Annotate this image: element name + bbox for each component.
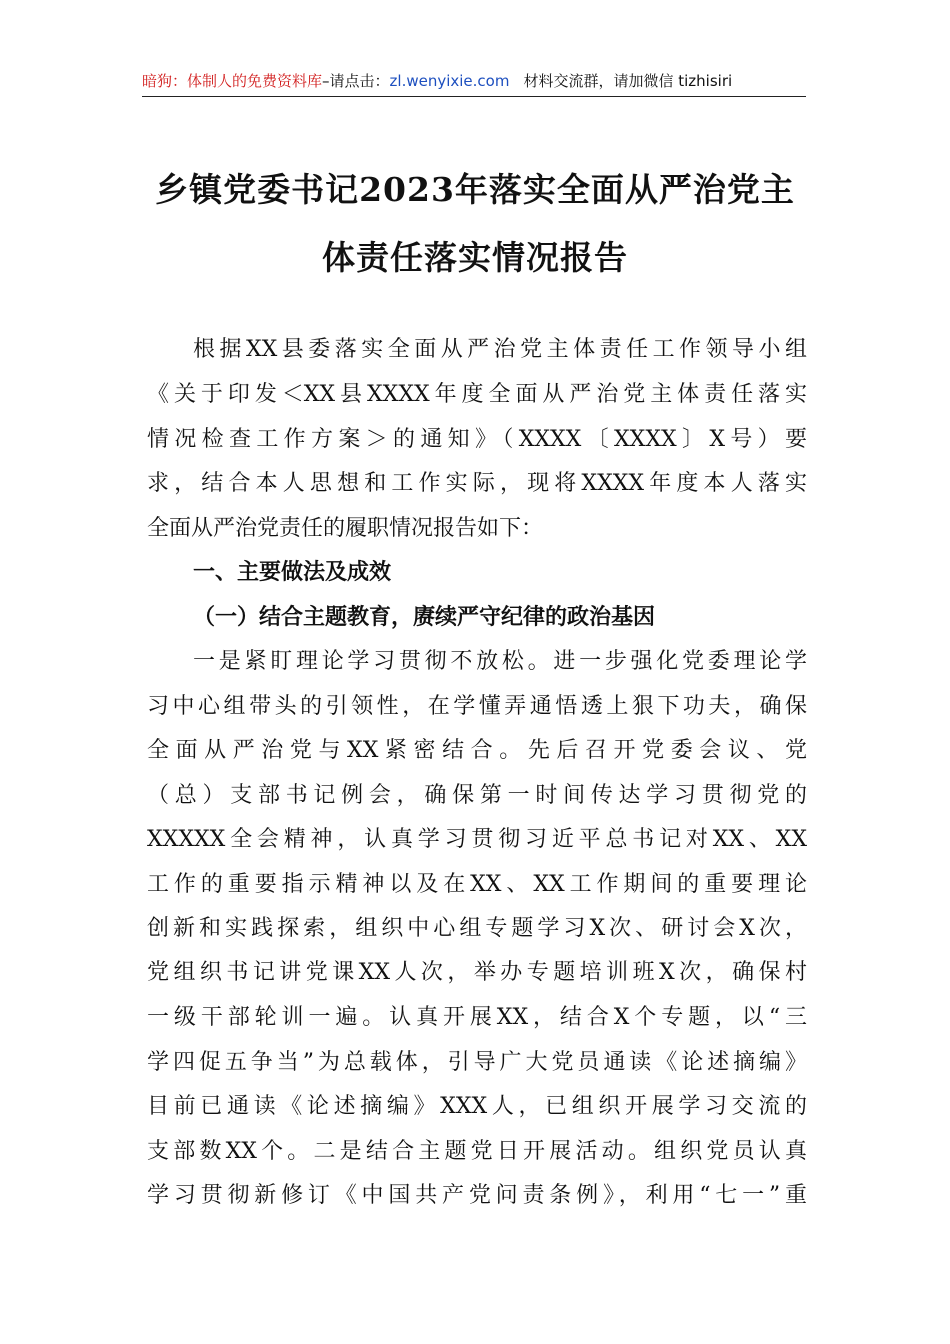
intro-line: 全面从严治党责任的履职情况报告如下： (147, 516, 544, 541)
intro-line: 根据XX县委落实全面从严治党主体责任工作领导小组 (193, 337, 807, 362)
watermark-header (142, 68, 806, 97)
header-site-name: 暗狗：体制人的免费资料库 (142, 72, 323, 90)
body-line: 一是紧盯理论学习贯彻不放松。进一步强化党委理论学 (193, 649, 807, 674)
body-line: 创新和实践探索，组织中心组专题学习X次、研讨会X次， (147, 916, 807, 941)
body-line: 全面从严治党与XX紧密结合。先后召开党委会议、党 (147, 738, 807, 763)
intro-line: 求，结合本人思想和工作实际，现将XXXX年度本人落实 (147, 471, 807, 496)
body-line: （总）支部书记例会，确保第一时间传达学习贯彻党的 (147, 783, 807, 808)
header-url-link[interactable]: zl.wenyixie.com (389, 72, 510, 90)
body-line: 学四促五争当”为总载体，引导广大党员通读《论述摘编》 (147, 1050, 807, 1075)
body-line: 目前已通读《论述摘编》XXX人，已组织开展学习交流的 (147, 1094, 807, 1119)
body-line: 支部数XX个。二是结合主题党日开展活动。组织党员认真 (147, 1139, 807, 1164)
body-line: 习中心组带头的引领性，在学懂弄通悟透上狠下功夫，确保 (147, 694, 807, 719)
body-line: 学习贯彻新修订《中国共产党问责条例》，利用“七一”重 (147, 1183, 807, 1208)
header-prompt: –请点击： (322, 72, 390, 90)
subsection-heading: （一）结合主题教育，赓续严守纪律的政治基因 (193, 604, 656, 630)
intro-line: 情况检查工作方案＞的通知》（XXXX〔XXXX〕X号）要 (147, 427, 807, 452)
body-line: 一级干部轮训一遍。认真开展XX，结合X个专题，以“三 (147, 1005, 807, 1030)
body-line: XXXXX全会精神，认真学习贯彻习近平总书记对XX、XX (147, 827, 807, 852)
body-line: 党组织书记讲党课XX人次，举办专题培训班X次，确保村 (147, 960, 807, 985)
document-title-line-2: 体责任落实情况报告 (322, 238, 628, 277)
header-group-note: 材料交流群，请加微信 tizhisiri (523, 72, 733, 90)
section-heading: 一、主要做法及成效 (193, 560, 392, 585)
intro-line: 《关于印发＜XX县XXXX年度全面从严治党主体责任落实 (147, 382, 807, 407)
document-title-line-1: 乡镇党委书记2023年落实全面从严治党主 (155, 170, 795, 209)
body-line: 工作的重要指示精神以及在XX、XX工作期间的重要理论 (147, 872, 807, 897)
